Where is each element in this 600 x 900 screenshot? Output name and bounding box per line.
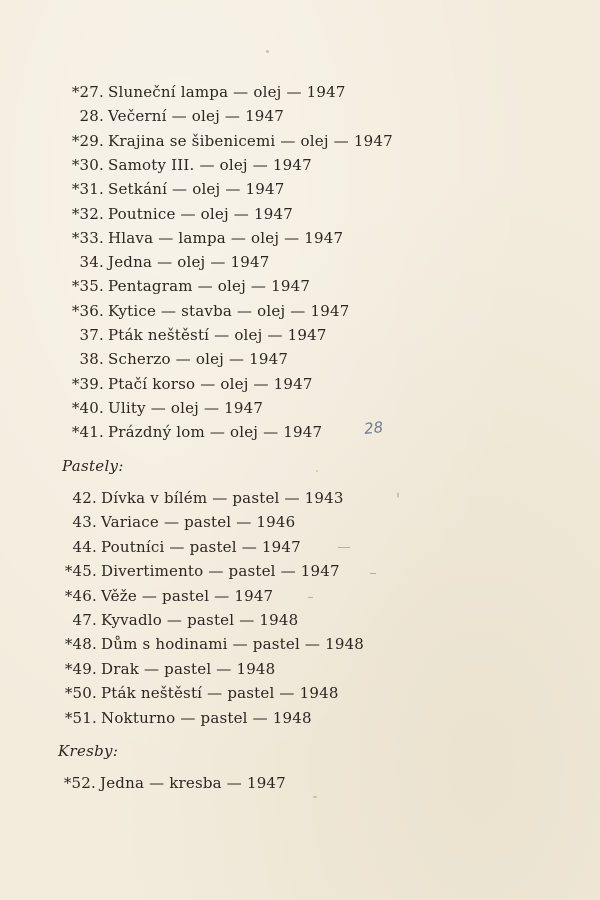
paper-speck	[266, 50, 269, 53]
entry-number: *48.	[64, 635, 97, 654]
catalog-entry	[0, 299, 600, 323]
entry-number: *39.	[71, 374, 104, 393]
entry-title: Věže — pastel — 1947	[101, 586, 274, 605]
catalog-entry	[0, 372, 600, 396]
pencil-tick-mark	[308, 597, 313, 598]
entry-number: *46.	[64, 586, 97, 605]
entry-number: *36.	[71, 301, 104, 320]
entry-number: *40.	[71, 398, 104, 417]
entry-title: Pták neštěstí — pastel — 1948	[101, 684, 339, 703]
pencil-tick-mark	[370, 573, 376, 574]
entry-title: Divertimento — pastel — 1947	[101, 562, 340, 581]
catalog-entry	[0, 706, 600, 730]
entry-title: Poutnice — olej — 1947	[108, 204, 293, 223]
entry-title: Sluneční lampa — olej — 1947	[108, 83, 346, 101]
entry-title: Kytice — stavba — olej — 1947	[108, 301, 350, 320]
catalog-entry	[0, 323, 600, 347]
entry-title: Kyvadlo — pastel — 1948	[101, 611, 299, 629]
entry-number: *27.	[71, 83, 104, 101]
catalog-entry	[0, 274, 600, 298]
paper-speck	[397, 492, 399, 498]
entry-title: Poutníci — pastel — 1947	[101, 537, 301, 556]
catalog-entry	[0, 347, 600, 371]
catalog-entry	[0, 608, 600, 632]
entry-number: *33.	[71, 228, 104, 247]
entry-title: Scherzo — olej — 1947	[108, 350, 289, 369]
section-heading-drawings: Kresby:	[58, 742, 119, 760]
entry-number: 42.	[72, 489, 97, 507]
entry-title: Dívka v bílém — pastel — 1943	[101, 489, 344, 507]
entry-number: *50.	[64, 684, 97, 703]
entry-number: *31.	[71, 180, 104, 199]
entry-number: 34.	[79, 253, 104, 272]
entry-title: Setkání — olej — 1947	[108, 180, 285, 199]
entry-number: 38.	[79, 350, 104, 369]
entry-number: 47.	[72, 611, 97, 629]
paper-speck	[316, 470, 318, 472]
entry-number: *41.	[71, 423, 104, 442]
catalog-entry	[0, 584, 600, 608]
entry-title: Samoty III. — olej — 1947	[108, 155, 312, 174]
entry-number: *51.	[64, 708, 97, 727]
entry-title: Jedna — kresba — 1947	[100, 774, 286, 792]
catalog-entry	[0, 657, 600, 681]
entry-number: *32.	[71, 204, 104, 223]
catalog-entry	[0, 632, 600, 656]
entry-number: *35.	[71, 277, 104, 296]
entry-number: *52.	[63, 774, 96, 792]
entry-title: Hlava — lampa — olej — 1947	[108, 228, 344, 247]
catalog-entry	[0, 486, 600, 510]
entry-title: Variace — pastel — 1946	[101, 513, 296, 532]
section-heading-pastels: Pastely:	[62, 457, 124, 475]
entry-number: 37.	[79, 326, 104, 344]
catalog-entry	[0, 129, 600, 153]
paper-speck	[313, 796, 317, 798]
catalog-entry	[0, 681, 600, 705]
catalog-entry	[0, 104, 600, 128]
catalog-entry	[0, 535, 600, 559]
entry-title: Prázdný lom — olej — 1947	[108, 423, 323, 442]
catalog-entry	[0, 396, 600, 420]
catalog-entry	[0, 177, 600, 201]
catalog-entry	[0, 559, 600, 583]
entry-title: Krajina se šibenicemi — olej — 1947	[108, 131, 393, 150]
catalog-entry	[0, 80, 600, 104]
catalog-entry	[0, 202, 600, 226]
entry-title: Ptačí korso — olej — 1947	[108, 374, 313, 393]
entry-title: Pták neštěstí — olej — 1947	[108, 326, 327, 344]
entry-title: Jedna — olej — 1947	[108, 253, 270, 272]
entry-number: 28.	[79, 107, 104, 126]
entry-title: Dům s hodinami — pastel — 1948	[101, 635, 365, 654]
entry-number: *49.	[64, 659, 97, 678]
catalog-entry	[0, 226, 600, 250]
pencil-tick-mark	[338, 547, 350, 548]
entry-number: 44.	[72, 537, 97, 556]
catalog-entry	[0, 420, 600, 444]
catalog-entry	[0, 771, 600, 795]
entry-number: *29.	[71, 131, 104, 150]
entry-title: Ulity — olej — 1947	[108, 398, 264, 417]
entry-number: *30.	[71, 155, 104, 174]
entry-title: Drak — pastel — 1948	[101, 659, 276, 678]
handwritten-page-number: 28	[363, 418, 384, 438]
entry-number: *45.	[64, 562, 97, 581]
catalog-entry	[0, 510, 600, 534]
entry-number: 43.	[72, 513, 97, 532]
entry-title: Večerní — olej — 1947	[108, 107, 285, 126]
entry-title: Pentagram — olej — 1947	[108, 277, 311, 296]
entry-title: Nokturno — pastel — 1948	[101, 708, 312, 727]
catalog-entry	[0, 250, 600, 274]
catalog-entry	[0, 153, 600, 177]
